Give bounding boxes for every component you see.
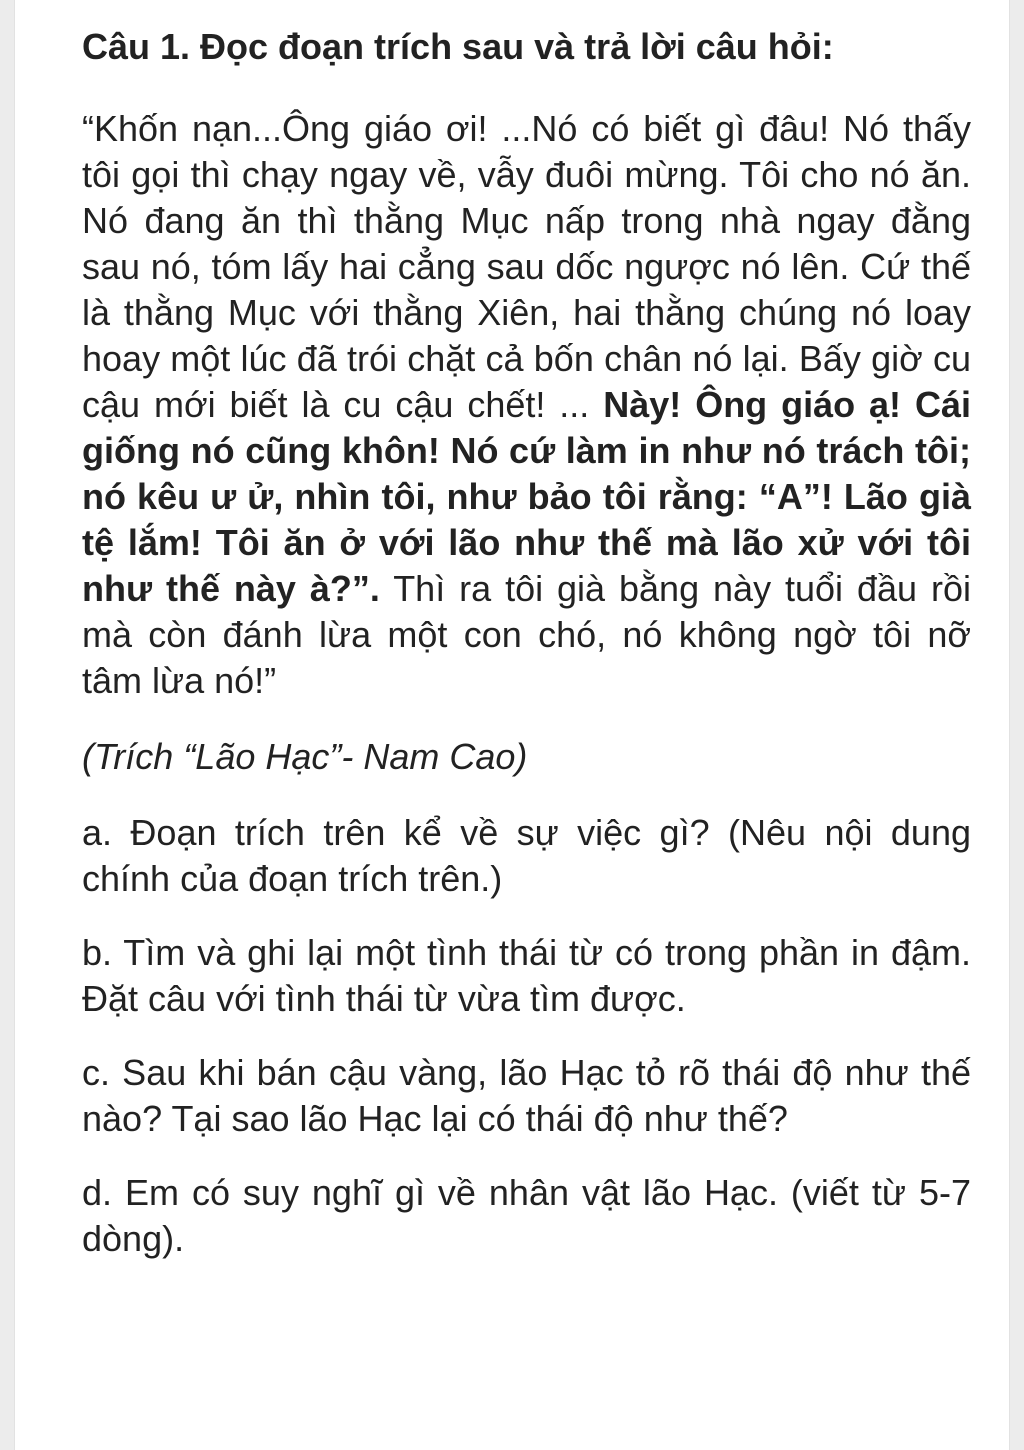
passage-regular-text-1: “Khốn nạn...Ông giáo ơi! ...Nó có biết gì đâu! Nó thấy tôi gọi thì chạy ngay về, vẫy đuôi mừng. Tôi cho nó ăn. Nó đang ăn thì thằng Mục nấp trong nhà ngay đằng sau nó, tóm lấy hai cẳng sau dốc ngược nó lên. Cứ thế là thằng Mục với thằng Xiên, hai thằng chúng nó loay hoay một lúc đã trói chặt cả bốn chân nó lại. Bấy giờ cu cậu mới biết là cu cậu chết! ... [82,108,971,425]
document-content [82,22,971,1290]
document-page [14,0,1010,1450]
question-d: d. Em có suy nghĩ gì về nhân vật lão Hạc. (viết từ 5-7 dòng). [82,1172,971,1259]
question-c: c. Sau khi bán cậu vàng, lão Hạc tỏ rõ thái độ như thế nào? Tại sao lão Hạc lại có thái độ như thế? [82,1052,971,1139]
passage-bold-text: Này! Ông giáo ạ! Cái giống nó cũng khôn! Nó cứ làm in như nó trách tôi; nó kêu ư ử, nhìn tôi, như bảo tôi rằng: “A”! Lão già tệ lắm! Tôi ăn ở với lão như thế mà lão xử với tôi như thế này à?”. [82,384,971,609]
question-a: a. Đoạn trích trên kể về sự việc gì? (Nêu nội dung chính của đoạn trích trên.) [82,812,971,899]
question-heading: Câu 1. Đọc đoạn trích sau và trả lời câu hỏi: [82,26,834,67]
excerpt-passage [82,106,971,704]
question-b: b. Tìm và ghi lại một tình thái từ có trong phần in đậm. Đặt câu với tình thái từ vừa tìm được. [82,932,971,1019]
excerpt-citation: (Trích “Lão Hạc”- Nam Cao) [82,736,528,777]
passage-regular-text-2: Thì ra tôi già bằng này tuổi đầu rồi mà còn đánh lừa một con chó, nó không ngờ tôi nỡ tâm lừa nó!” [82,568,971,701]
